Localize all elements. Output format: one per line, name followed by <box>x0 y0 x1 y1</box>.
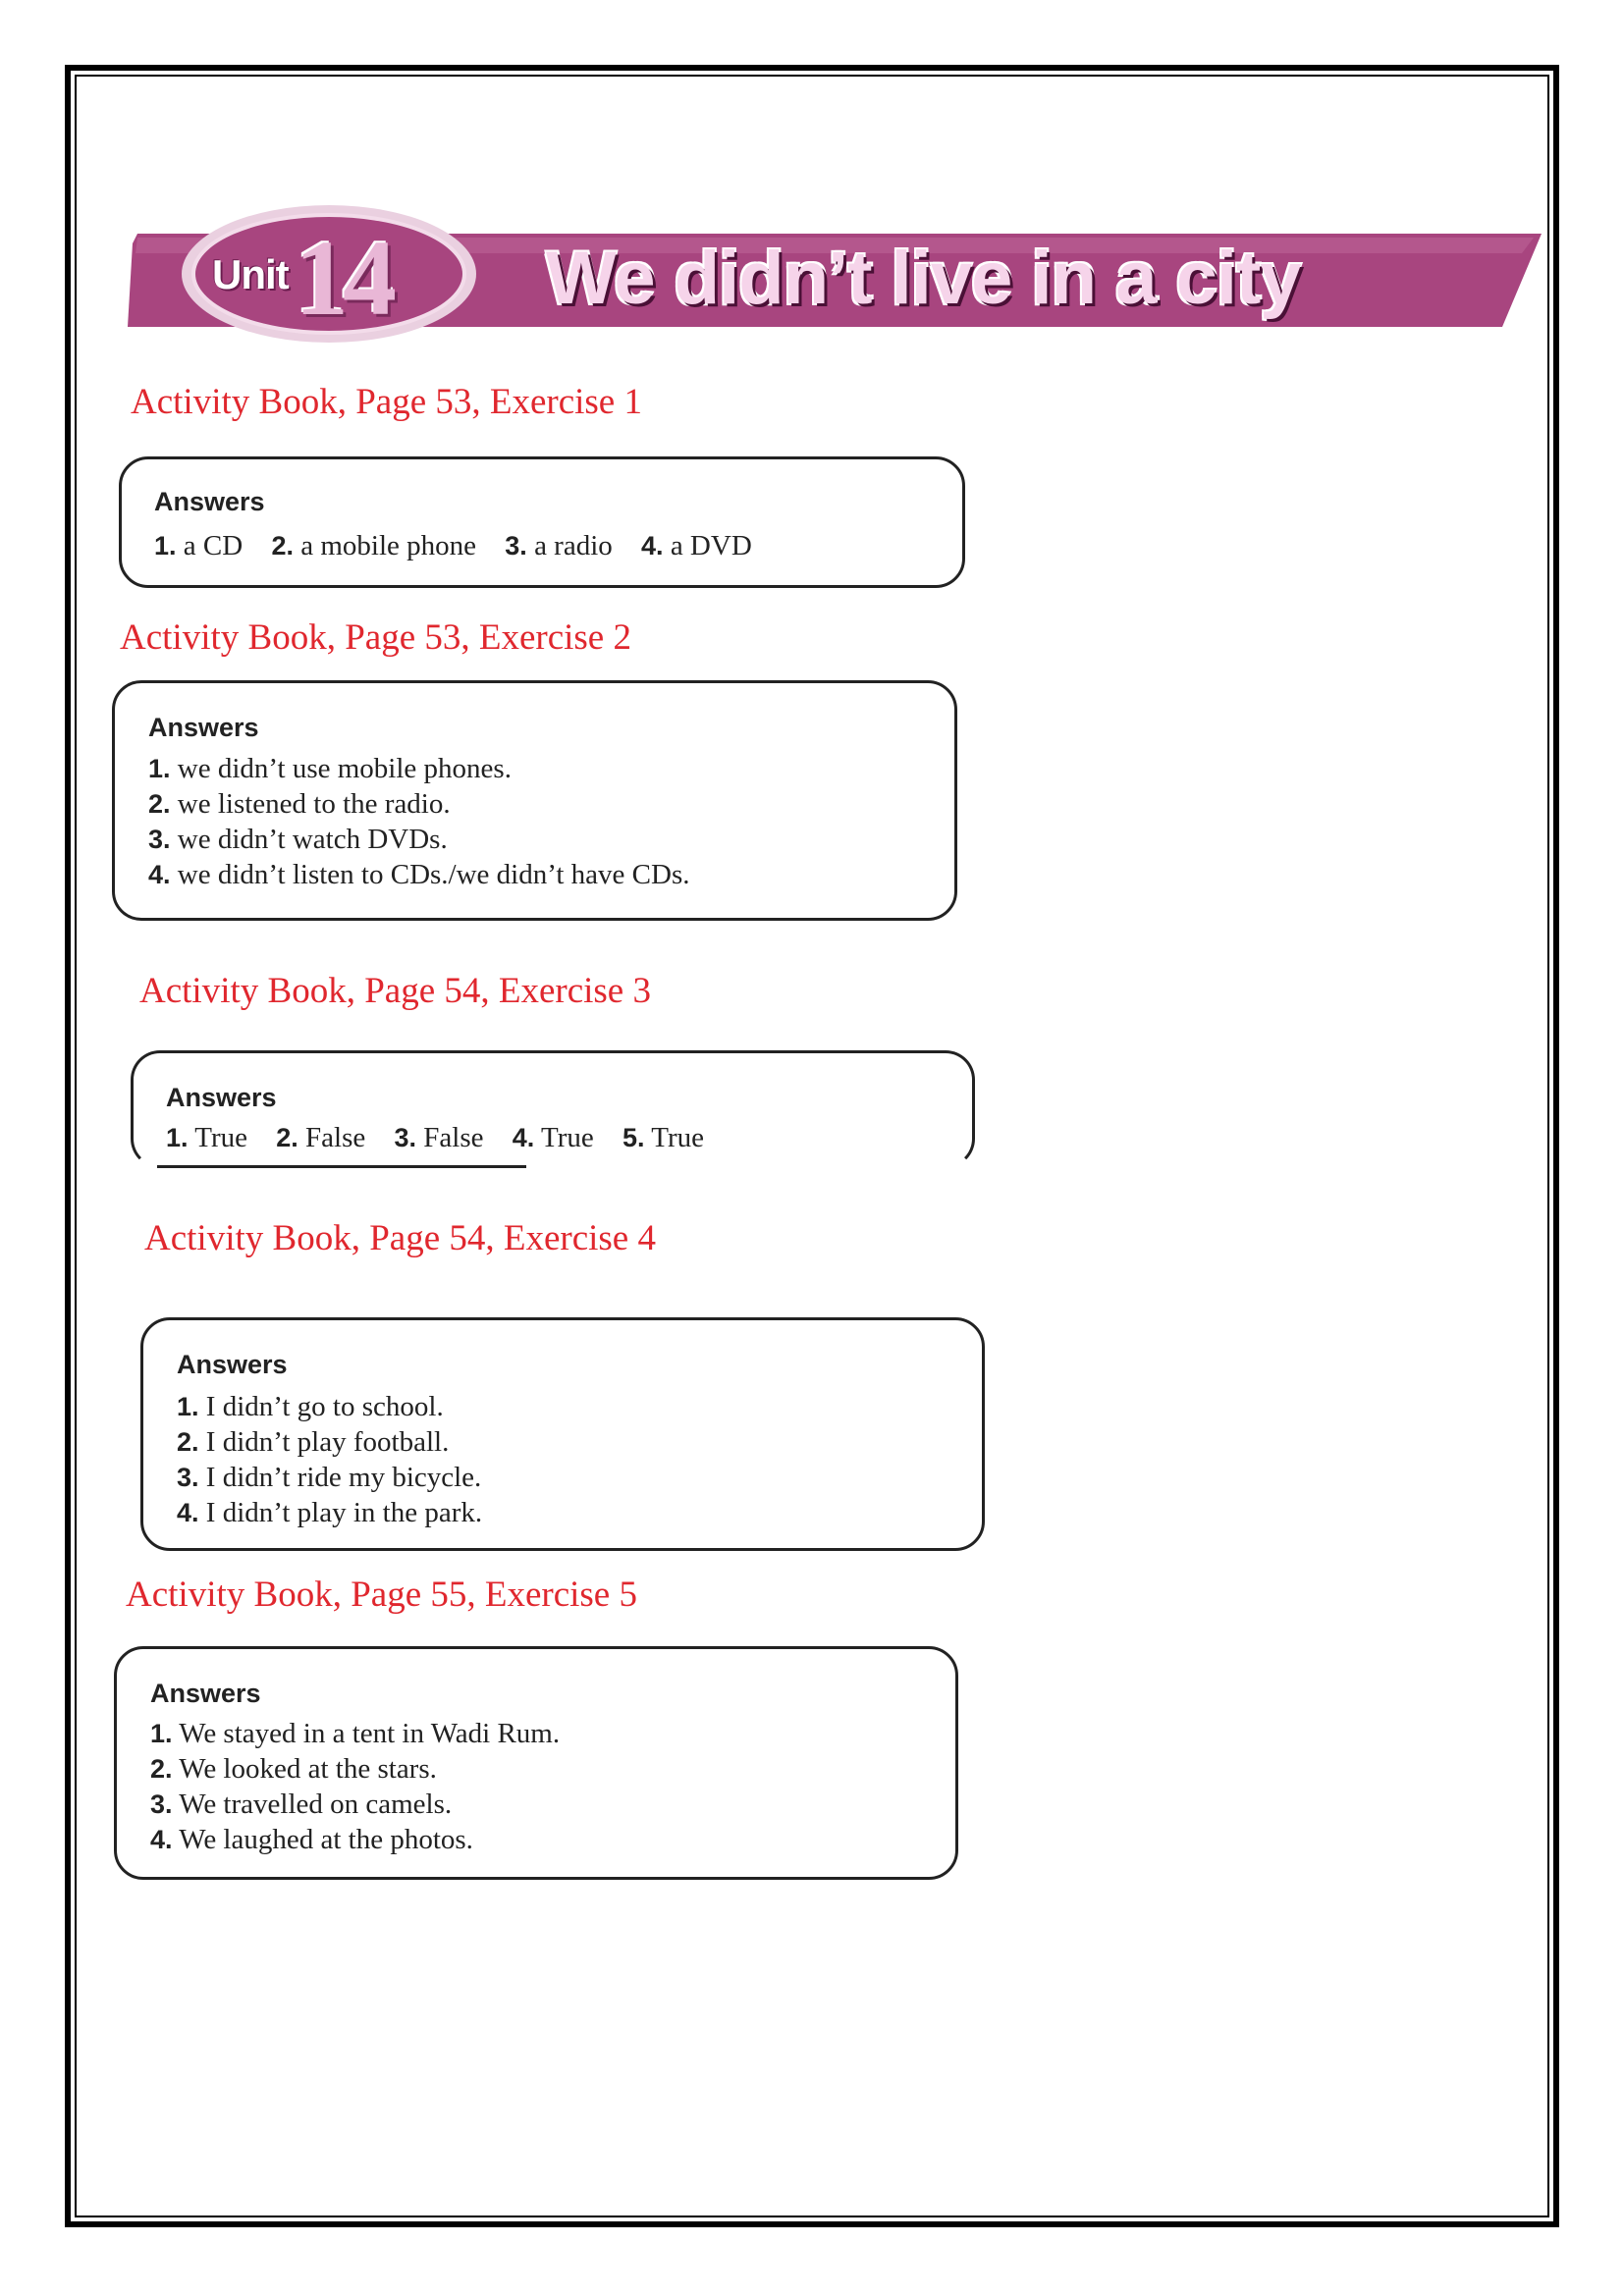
answer-number: 2. <box>276 1123 298 1152</box>
answer-line <box>148 824 448 856</box>
answer-text: I didn’t play in the park. <box>205 1497 483 1528</box>
answer-box <box>119 456 965 588</box>
answer-number: 3. <box>394 1123 417 1152</box>
answer-number: 3. <box>505 531 527 561</box>
section-heading: Activity Book, Page 53, Exercise 2 <box>120 617 631 658</box>
answer-number: 4. <box>177 1498 199 1527</box>
answer-text: We stayed in a tent in Wadi Rum. <box>179 1718 561 1749</box>
answer-text: a CD <box>183 530 244 561</box>
answer-text: we didn’t listen to CDs./we didn’t have CDs. <box>177 859 690 890</box>
answer-box <box>112 680 957 921</box>
answer-line <box>150 1718 560 1750</box>
answer-text: False <box>305 1122 366 1153</box>
section-heading: Activity Book, Page 54, Exercise 4 <box>144 1218 656 1258</box>
section-heading: Activity Book, Page 53, Exercise 1 <box>131 382 642 422</box>
answers-label: Answers <box>177 1350 288 1379</box>
answer-number: 1. <box>177 1392 199 1421</box>
answer-box <box>140 1317 985 1551</box>
section-heading: Activity Book, Page 54, Exercise 3 <box>139 971 651 1011</box>
answer-box <box>131 1050 975 1168</box>
answer-box <box>114 1646 958 1880</box>
answers-label: Answers <box>150 1679 261 1708</box>
answer-number: 4. <box>512 1123 535 1152</box>
answer-line <box>177 1462 481 1494</box>
section-heading: Activity Book, Page 55, Exercise 5 <box>126 1575 637 1615</box>
answer-number: 2. <box>148 789 171 819</box>
answer-text: I didn’t ride my bicycle. <box>205 1462 482 1493</box>
answer-line <box>154 530 752 562</box>
answer-line <box>150 1824 473 1856</box>
answer-number: 3. <box>150 1789 173 1819</box>
answer-line <box>148 859 689 891</box>
answer-text: a radio <box>534 530 613 561</box>
answer-text: a mobile phone <box>300 530 477 561</box>
answer-text: True <box>194 1122 247 1153</box>
answer-number: 1. <box>166 1123 189 1152</box>
answer-line <box>177 1426 449 1459</box>
answer-number: 1. <box>148 754 171 783</box>
answer-text: I didn’t play football. <box>205 1426 450 1458</box>
answer-number: 1. <box>154 531 177 561</box>
answers-label: Answers <box>154 487 265 516</box>
answer-number: 2. <box>271 531 294 561</box>
answer-number: 1. <box>150 1719 173 1748</box>
answer-line <box>148 788 451 821</box>
answer-number: 4. <box>150 1825 173 1854</box>
answer-number: 2. <box>150 1754 173 1784</box>
answer-text: we didn’t use mobile phones. <box>177 753 512 784</box>
unit-title: We didn’t live in a city <box>546 237 1301 320</box>
unit-number: 14 <box>295 218 391 338</box>
answer-text: True <box>651 1122 704 1153</box>
answer-text: we didn’t watch DVDs. <box>177 824 448 855</box>
answer-line <box>148 753 512 785</box>
unit-label: Unit <box>212 251 289 297</box>
answer-line <box>177 1497 482 1529</box>
answer-number: 5. <box>623 1123 645 1152</box>
answer-text: True <box>541 1122 594 1153</box>
answer-line <box>150 1753 437 1786</box>
answer-line <box>177 1391 444 1423</box>
answer-line <box>150 1789 452 1821</box>
answer-text: We looked at the stars. <box>179 1753 437 1785</box>
answers-label: Answers <box>166 1083 277 1112</box>
answer-text: we listened to the radio. <box>177 788 451 820</box>
answers-label: Answers <box>148 713 259 742</box>
answer-number: 3. <box>177 1463 199 1492</box>
answer-text: We travelled on camels. <box>179 1789 453 1820</box>
answer-text: We laughed at the photos. <box>179 1824 473 1855</box>
answer-number: 3. <box>148 825 171 854</box>
box-bottom-edge <box>157 1165 526 1168</box>
answer-text: a DVD <box>670 530 752 561</box>
answer-number: 2. <box>177 1427 199 1457</box>
answer-line <box>166 1122 704 1154</box>
answer-number: 4. <box>148 860 171 889</box>
answer-text: False <box>423 1122 484 1153</box>
answer-number: 4. <box>641 531 664 561</box>
answer-text: I didn’t go to school. <box>205 1391 444 1422</box>
